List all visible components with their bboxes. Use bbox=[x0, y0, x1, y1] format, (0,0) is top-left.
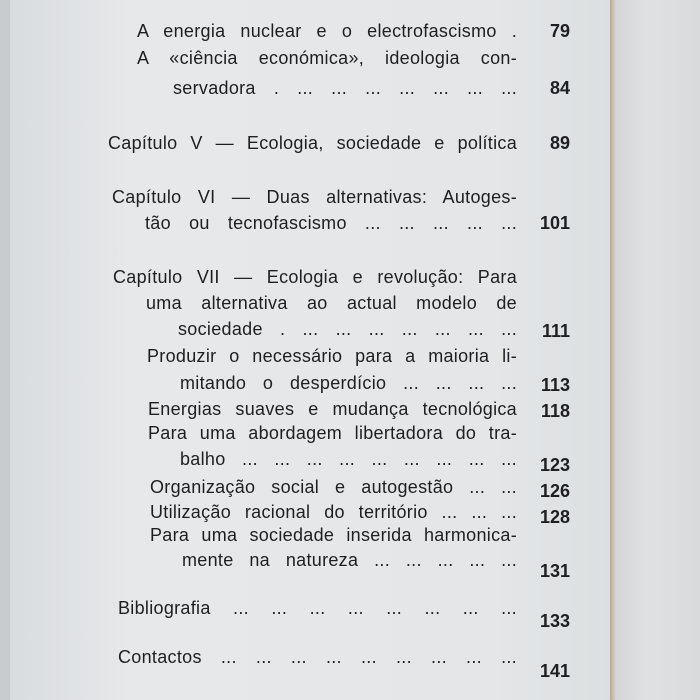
toc-line: Organização social e autogestão ... ... bbox=[150, 477, 517, 497]
toc-line: mente na natureza ... ... ... ... ... bbox=[182, 550, 517, 570]
toc-page-number: 123 bbox=[539, 455, 570, 475]
toc-line: mitando o desperdício ... ... ... ... bbox=[180, 373, 517, 393]
toc-line: Utilização racional do território ... ... ... bbox=[150, 502, 517, 522]
toc-page-number: 126 bbox=[539, 481, 570, 501]
toc-page-number: 141 bbox=[539, 661, 570, 681]
toc-page-number: 111 bbox=[541, 321, 570, 341]
toc-page-number: 128 bbox=[539, 507, 570, 527]
next-page-edge bbox=[610, 0, 700, 700]
toc-line: uma alternativa ao actual modelo de bbox=[146, 293, 517, 313]
toc-chapter-line: Capítulo VI — Duas alternativas: Autoges- bbox=[112, 187, 517, 207]
toc-line: A energia nuclear e o electrofascismo . bbox=[137, 21, 517, 41]
toc-line: Bibliografia ... ... ... ... ... ... ... ... bbox=[118, 598, 517, 618]
toc-page-number: 89 bbox=[549, 133, 570, 153]
toc-page-number: 84 bbox=[549, 78, 570, 98]
left-page-edge bbox=[0, 0, 10, 700]
toc-line: sociedade . ... ... ... ... ... ... ... bbox=[178, 319, 517, 339]
toc-line: Energias suaves e mudança tecnológica bbox=[148, 399, 517, 419]
toc-line: Para uma abordagem libertadora do tra- bbox=[148, 423, 517, 443]
toc-line: Produzir o necessário para a maioria li- bbox=[147, 346, 517, 366]
toc-page-number: 79 bbox=[549, 21, 570, 41]
toc-line: tão ou tecnofascismo ... ... ... ... ... bbox=[145, 213, 517, 233]
toc-page-number: 131 bbox=[539, 561, 570, 581]
toc-page-number: 101 bbox=[539, 213, 570, 233]
toc-line: A «ciência económica», ideologia con- bbox=[137, 48, 517, 68]
toc-chapter-line: Capítulo VII — Ecologia e revolução: Para bbox=[113, 267, 517, 287]
toc-chapter-line: Capítulo V — Ecologia, sociedade e política bbox=[108, 133, 517, 153]
toc-page-number: 133 bbox=[539, 611, 570, 631]
toc-page-number: 113 bbox=[540, 375, 570, 395]
toc-line: Para uma sociedade inserida harmonica- bbox=[150, 525, 517, 545]
toc-line: servadora . ... ... ... ... ... ... ... bbox=[173, 78, 517, 98]
toc-line: Contactos ... ... ... ... ... ... ... ... ... bbox=[118, 647, 517, 667]
toc-line: balho ... ... ... ... ... ... ... ... ... bbox=[180, 449, 517, 469]
toc-page-number: 118 bbox=[540, 401, 570, 421]
